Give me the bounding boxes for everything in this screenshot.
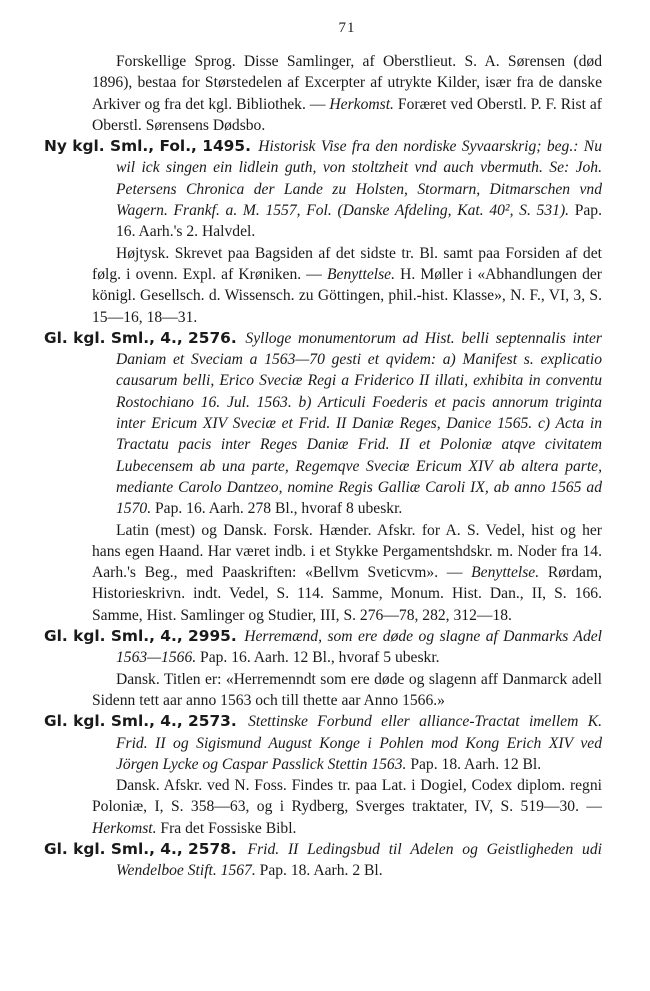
note-text-after: Rørdam, Historieskrivn. indt. Vedel, S. 114. Samme, Monum. Hist. Dan., II, S. 166. Samme, Hist. Samlinger og Studier, III, S. 276—78, 282, 312—18. [92, 564, 602, 624]
entry-heading [44, 136, 602, 242]
page-number: 71 [338, 20, 356, 36]
note-label: Herkomst. [92, 819, 157, 837]
entry-signature: Ny kgl. Sml., Fol., 1495. [44, 137, 251, 156]
entry-title: Stettinske Forbund eller alliance-Tractat imellem K. Frid. II og Sigismund August Konge i Pohlen mod Kong Erich XIV ved Jörgen Lycke og Caspar Passlick Stettin 1563. [116, 713, 602, 773]
intro-tail: Foræret ved Oberstl. P. F. Rist af Oberstl. Sørensens Dødsbo. [92, 95, 602, 134]
entry-note [92, 520, 602, 626]
entry-signature: Gl. kgl. Sml., 4., 2573. [44, 712, 237, 731]
entry-title: Sylloge monumentorum ad Hist. belli septennalis inter Daniam et Sveciam a 1563—70 gesti et qvidem: a) Manifest s. explicatio causarum belli, Erico Sveciæ Regi a Friderico II illati, exhibita in conventu Rostochiano 16. Jul. 1563. b) Articuli Foederis et pacis annorum triginta inter Ericum XIV Sveciæ et Frid. II Daniæ Reges, Danice 1565. c) Acta in Tractatu pacis inter Reges Daniæ Frid. II et Poloniæ atqve civitatem Lubecensem ab una parte, Regemqve Sveciæ Ericum XIV ab altera parte, mediante Carolo Dantzeo, nomine Regis Galliæ Caroli IX, ab anno 1565 ad 1570. [116, 329, 602, 518]
note-text: Dansk. Afskr. ved N. Foss. Findes tr. paa Lat. i Dogiel, Codex diplom. regni Poloniæ, I, S. 358—63, og i Rydberg, Sverges traktater, IV, S. 519—30. — [92, 777, 602, 816]
entry-signature: Gl. kgl. Sml., 4., 2995. [44, 627, 237, 646]
catalogue-entry [44, 839, 602, 882]
note-label: Benyttelse. [327, 265, 395, 283]
entry-heading [44, 626, 602, 669]
note-text: Latin (mest) og Dansk. Forsk. Hænder. Afskr. for A. S. Vedel, hist og her hans egen Haand. Har været indb. i et Stykke Pergamentshdskr. m. Noder fra 14. Aarh.'s Beg., med Paaskriften: «Bellvm Sveticvm». — [92, 521, 602, 582]
note-text-after: Fra det Fossiske Bibl. [156, 819, 297, 837]
catalogue-entry [44, 626, 602, 711]
entry-title: Historisk Vise fra den nordiske Syvaarskrig; beg.: Nu wil ick singen ein lidlein guth, von stoltzheit vnd auch vbermuth. Se: Joh. Petersens Chronica der Lande zu Holsten, Stormarn, Ditmarschen vnd Wagern. Frankf. a. M. 1557, Fol. (Danske Afdeling, Kat. 40², S. 531). [116, 138, 602, 220]
entry-description: Pap. 16. Aarh.'s 2. Halvdel. [116, 202, 602, 241]
note-text-after: H. Møller i «Abhandlungen der königl. Gesellsch. d. Wissensch. zu Göttingen, phil.-hist. Klasse», N. F., VI, 3, S. 15—16, 18—31. [92, 265, 602, 326]
note-label: Benyttelse. [471, 564, 540, 582]
entries-list [44, 136, 602, 881]
entry-title: Herremænd, som ere døde og slagne af Danmarks Adel 1563—1566. [116, 628, 602, 667]
note-text: Højtysk. Skrevet paa Bagsiden af det sidste tr. Bl. samt paa Forsiden af det følg. i ovenn. Expl. af Krøniken. — [92, 244, 602, 283]
catalogue-entry [44, 328, 602, 626]
entry-heading [44, 328, 602, 520]
intro-block [92, 51, 602, 136]
catalogue-entry [44, 136, 602, 328]
intro-paragraph [92, 51, 602, 136]
entry-signature: Gl. kgl. Sml., 4., 2578. [44, 839, 237, 858]
entry-description: Pap. 18. Aarh. 2 Bl. [255, 862, 383, 880]
entry-note [92, 669, 602, 712]
entry-title: Frid. II Ledingsbud til Adelen og Geistligheden udi Wendelboe Stift. 1567. [116, 840, 602, 880]
intro-herkomst-label: Herkomst. [329, 95, 394, 113]
entry-description: Pap. 16. Aarh. 12 Bl., hvoraf 5 ubeskr. [196, 649, 440, 667]
entry-description: Pap. 18. Aarh. 12 Bl. [406, 755, 542, 773]
note-text: Dansk. Titlen er: «Herremenndt som ere døde og slagenn aff Danmarck adell Sidenn tett aar anno 1563 och till thette aar Anno 1566.» [92, 670, 602, 709]
entry-signature: Gl. kgl. Sml., 4., 2576. [44, 328, 237, 347]
intro-text: Forskellige Sprog. Disse Samlinger, af Oberstlieut. S. A. Sørensen (død 1896), bestaa for Størstedelen af Excerpter af utrykte Kilder, især fra de danske Arkiver og fra det kgl. Bibliothek. — [92, 53, 602, 113]
document-page [44, 20, 602, 882]
entry-heading [44, 839, 602, 882]
entry-note [92, 775, 602, 839]
catalogue-entry [44, 711, 602, 839]
entry-note [92, 243, 602, 328]
entry-description: Pap. 16. Aarh. 278 Bl., hvoraf 8 ubeskr. [151, 500, 403, 518]
entry-heading [44, 711, 602, 775]
